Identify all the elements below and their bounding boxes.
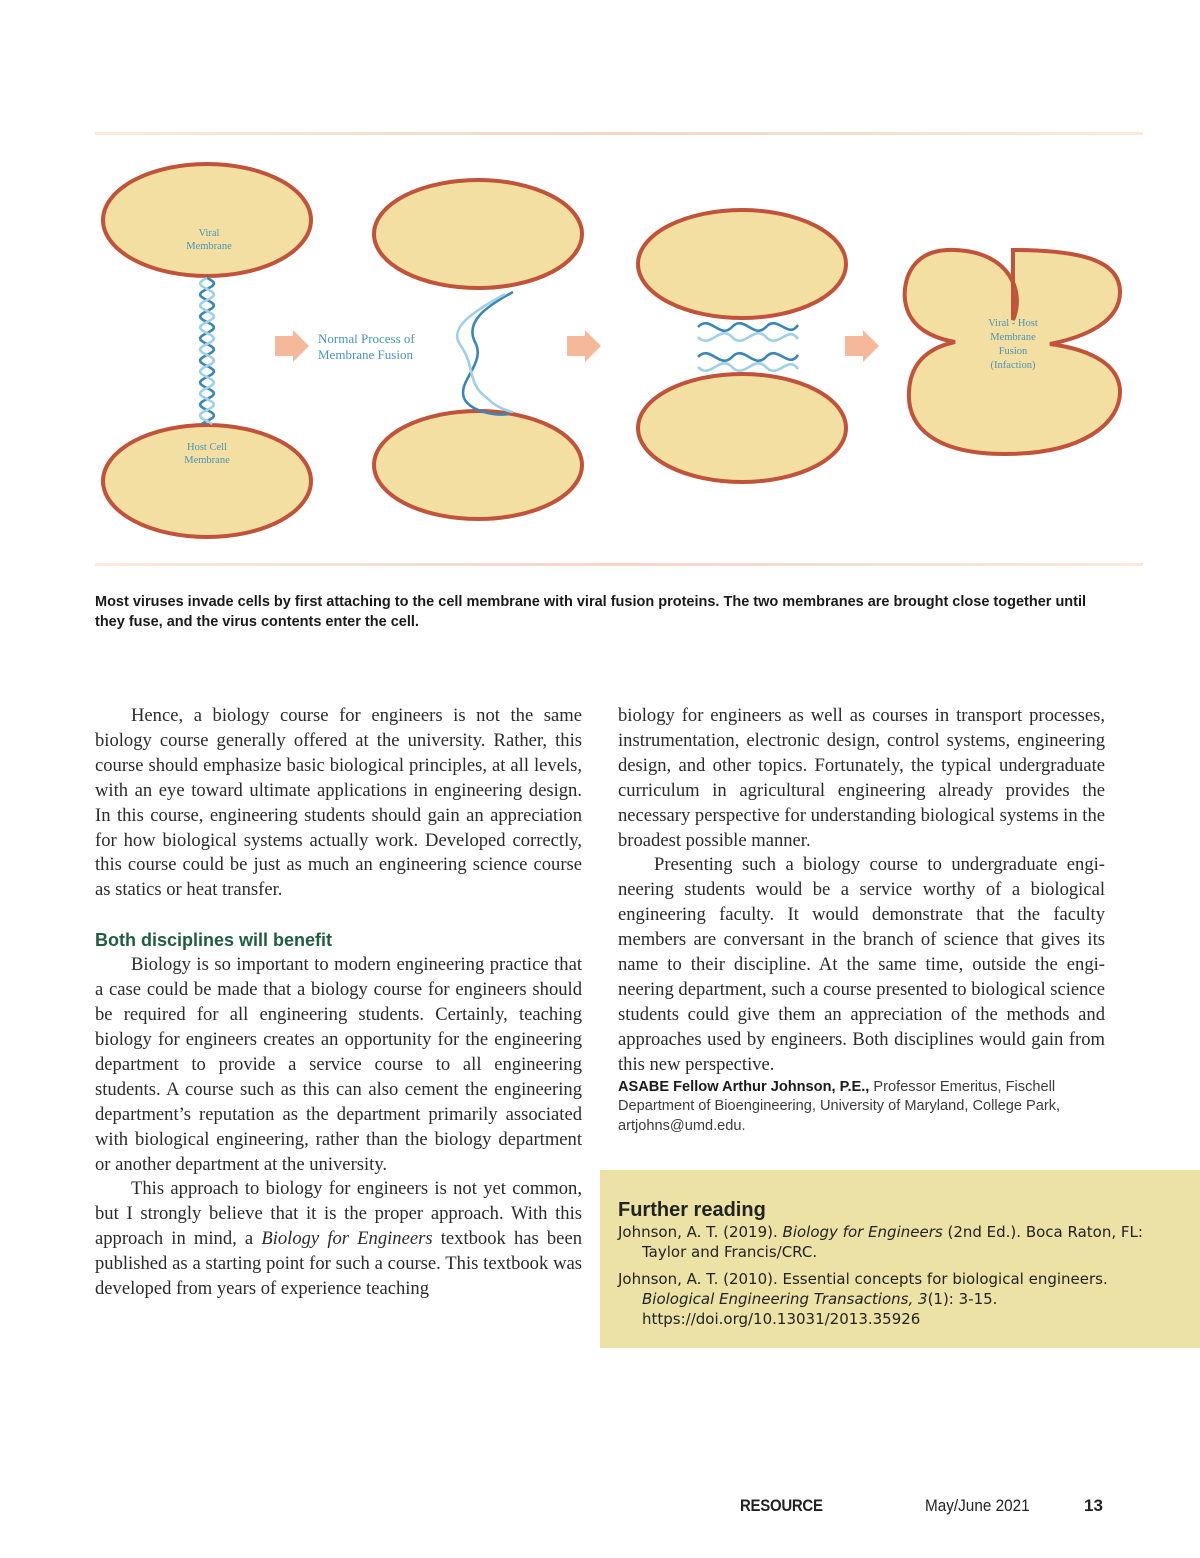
host-cell-label-2: Membrane — [184, 455, 230, 466]
text-run: (2nd Ed.). Boca Raton, FL: Taylor and Francis/CRC. — [642, 1223, 1143, 1261]
stage-3-close — [638, 210, 846, 482]
paragraph: biology for engineers as well as courses in transport processes, instrumentation, electronic design, control systems, engineering design, and other topics. Fortunately, the typical undergraduate curriculum in agricultural engineering already provides the necessary perspective for understanding biological systems in the broadest possible manner. — [618, 705, 1105, 851]
arrow-icon — [275, 330, 309, 362]
host-cell-membrane-cell — [374, 411, 582, 519]
fusion-label-2: Membrane — [990, 332, 1036, 343]
fusion-protein-helix — [698, 333, 798, 341]
host-cell-label-1: Host Cell — [187, 442, 227, 453]
stage-4-fusion — [905, 250, 1120, 454]
paragraph: Presenting such a biology course to undergraduate engineering students would be a service worthy of a biological engineering faculty. It would demonstrate that the faculty members are conversant in the branch of science that gives its name to their discipline. At the same time, outside the engineering department, such a course presented to biological science students could give them an appreciation of the methods and approaches used by engineers. Both disciplines would gain from this new perspective. — [618, 854, 1105, 1075]
normal-process-label-2: Membrane Fusion — [318, 347, 413, 362]
further-reading-box — [600, 1170, 1200, 1348]
fusion-protein-helix — [698, 353, 798, 361]
figure-bottom-rule — [95, 563, 1143, 566]
fusion-label-3: Fusion — [998, 346, 1028, 357]
figure-top-rule — [95, 132, 1143, 135]
book-title: Biology for Engineers — [261, 1228, 433, 1250]
further-reading-title: Further reading — [618, 1199, 766, 1221]
text-run: (1): 3-15. https://doi.org/10.13031/2013.35926 — [642, 1290, 998, 1328]
viral-membrane-cell — [103, 164, 311, 276]
section-heading: Both disciplines will benefit — [95, 930, 333, 951]
paragraph: Hence, a biology course for engineers is not the same biology course generally offered at the university. Rather, this course should emphasize basic biological principles, at all levels, with an eye toward ultimate applications in engineering design. In this course, engineering students should gain an appreciation for how biological systems actually work. Developed correctly, this course could be just as much an engineering science course as statics or heat transfer. — [95, 705, 582, 901]
viral-membrane-label-2: Membrane — [186, 241, 232, 252]
paragraph: Biology is so important to modern engineering practice that a case could be made that a biology course for engineers should be required for all engineering students. Certainly, teaching biology for engineers creates an opportunity for the engineering department to provide a service course to all engineering students. A course such as this can also cement the engineering department’s reputation as the department primarily associated with biological engineering, rather than the biology department or another department at the university. — [95, 954, 582, 1175]
magazine-name: RESOURCE — [740, 1496, 823, 1515]
figure-caption: Most viruses invade cells by first attaching to the cell membrane with viral fusion proteins. The two membranes are brought close together until they fuse, and the virus contents enter the cell. — [95, 594, 1087, 630]
fusion-protein-helix — [698, 363, 798, 371]
membrane-fusion-figure — [95, 132, 1143, 568]
fusion-label-4: (Infaction) — [990, 360, 1036, 371]
normal-process-label-1: Normal Process of — [318, 331, 415, 346]
fusion-label-1: Viral - Host — [988, 318, 1038, 329]
reference-item — [618, 1222, 1178, 1262]
text-run: Johnson, A. T. (2010). Essential concepts for biological engineers. — [618, 1270, 1108, 1288]
text-run: This approach to biology for engineers is not yet common, but I strongly believe that it is the proper approach. With this approach in mind, a — [95, 1178, 582, 1250]
reference-item — [618, 1269, 1178, 1329]
text-run: Johnson, A. T. (2019). — [618, 1223, 783, 1241]
text-run: Biology for Engineers — [782, 1223, 943, 1241]
host-cell-membrane-cell — [638, 374, 846, 482]
left-column — [95, 704, 582, 1302]
viral-membrane-cell — [638, 210, 846, 318]
page-number: 13 — [1084, 1496, 1103, 1515]
author-affiliation: Professor Emeritus, Fischell Department of Bioengineering, University of Maryland, College Park, artjohns@umd.edu. — [618, 1078, 1061, 1134]
author-name: ASABE Fellow Arthur Johnson, P.E., — [618, 1078, 870, 1095]
fusion-protein-helix — [463, 292, 513, 414]
paragraph — [95, 1177, 582, 1302]
viral-membrane-label-1: Viral — [198, 228, 220, 239]
arrow-icon — [845, 330, 879, 362]
arrow-icon — [567, 330, 601, 362]
issue-date: May/June 2021 — [925, 1496, 1030, 1515]
viral-membrane-cell — [374, 180, 582, 288]
author-bio — [618, 1078, 1105, 1137]
fusion-protein-helix — [698, 323, 798, 331]
right-column — [618, 704, 1105, 1136]
text-run: Biological Engineering Transactions, 3 — [642, 1290, 928, 1308]
text-run: textbook has been published as a starting point for such a course. This textbook was developed from years of experience teaching — [95, 1228, 582, 1300]
